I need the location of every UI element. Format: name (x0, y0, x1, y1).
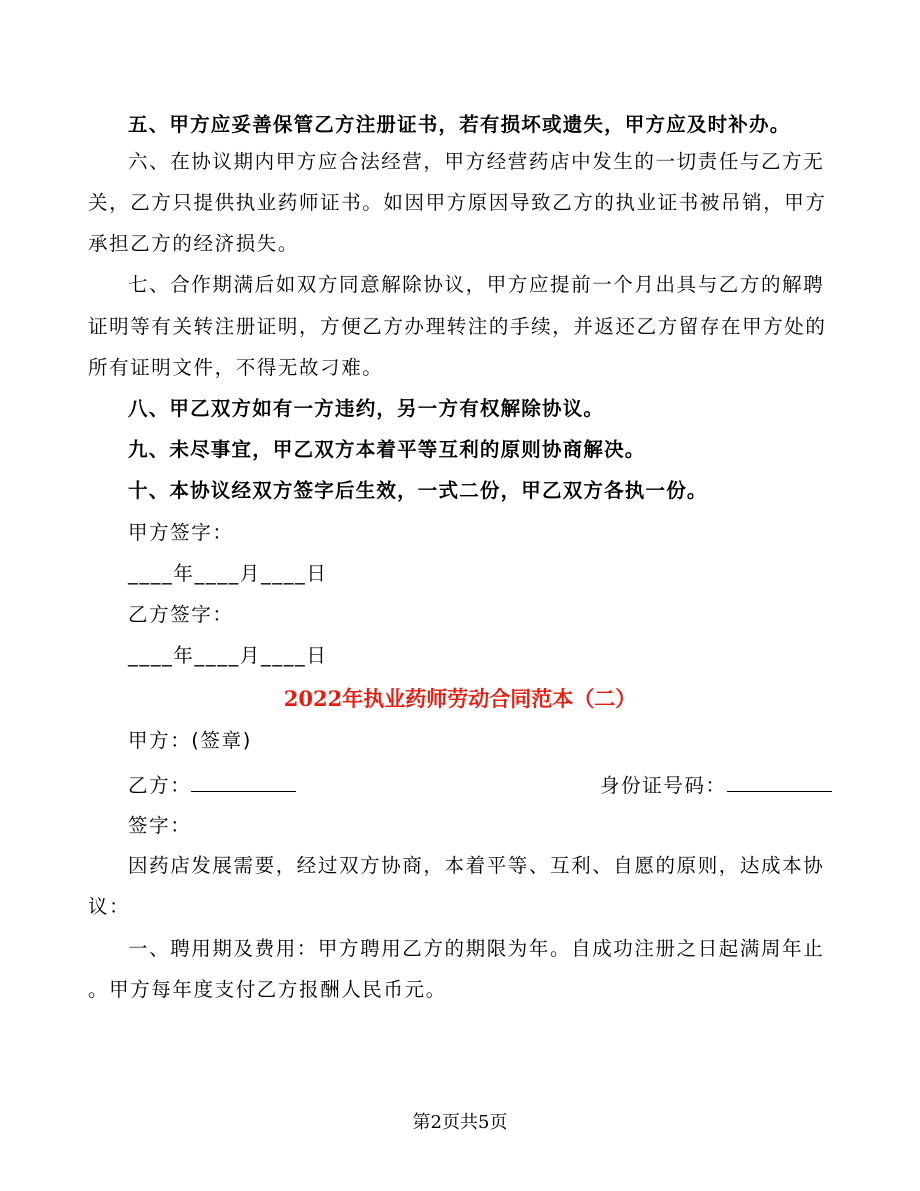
preamble-line-2: 议： (88, 895, 131, 918)
clause-six-line-1: 六、在协议期内甲方应合法经营，甲方经营药店中发生的一切责任与乙方无 (128, 150, 825, 173)
clause-eight: 八、甲乙双方如有一方违约，另一方有权解除协议。 (128, 397, 605, 420)
clause-seven-line-3: 所有证明文件，不得无故刁难。 (88, 356, 384, 379)
signature-label: 签字： (128, 814, 192, 837)
clause-seven-line-1: 七、合作期满后如双方同意解除协议，甲方应提前一个月出具与乙方的解聘 (128, 273, 825, 296)
clause-six-line-2: 关，乙方只提供执业药师证书。如因甲方原因导致乙方的执业证书被吊销，甲方 (88, 191, 827, 214)
party-a-date-line: ____年____月____日 (128, 562, 328, 585)
clause-ten: 十、本协议经双方签字后生效，一式二份，甲乙双方各执一份。 (128, 479, 708, 502)
id-number-blank (727, 771, 832, 792)
preamble-line-1: 因药店发展需要，经过双方协商，本着平等、互利、自愿的原则，达成本协 (128, 854, 825, 877)
party-b-signature-label: 乙方签字： (128, 603, 234, 626)
clause-seven-line-2: 证明等有关转注册证明，方便乙方办理转注的手续，并返还乙方留存在甲方处的 (88, 315, 827, 338)
party-b-label: 乙方： (128, 774, 192, 797)
contract-title: 2022年执业药师劳动合同范本（二） (283, 686, 637, 711)
term-clause-line-1: 一、聘用期及费用：甲方聘用乙方的期限为年。自成功注册之日起满周年止 (128, 937, 825, 960)
clause-six-line-3: 承担乙方的经济损失。 (88, 232, 300, 255)
clause-five: 五、甲方应妥善保管乙方注册证书，若有损坏或遗失，甲方应及时补办。 (128, 113, 791, 136)
term-clause-line-2: 。甲方每年度支付乙方报酬人民币元。 (88, 978, 447, 1001)
clause-nine: 九、未尽事宜，甲乙双方本着平等互利的原则协商解决。 (128, 438, 646, 461)
party-a-seal-line: 甲方：(签章) (128, 729, 252, 752)
page-number: 第2页共5页 (412, 1112, 508, 1133)
party-b-date-line: ____年____月____日 (128, 644, 328, 667)
party-a-signature-label: 甲方签字： (128, 521, 234, 544)
id-number-label: 身份证号码： (600, 774, 727, 797)
party-b-blank (191, 771, 296, 792)
id-number-line (600, 766, 832, 806)
